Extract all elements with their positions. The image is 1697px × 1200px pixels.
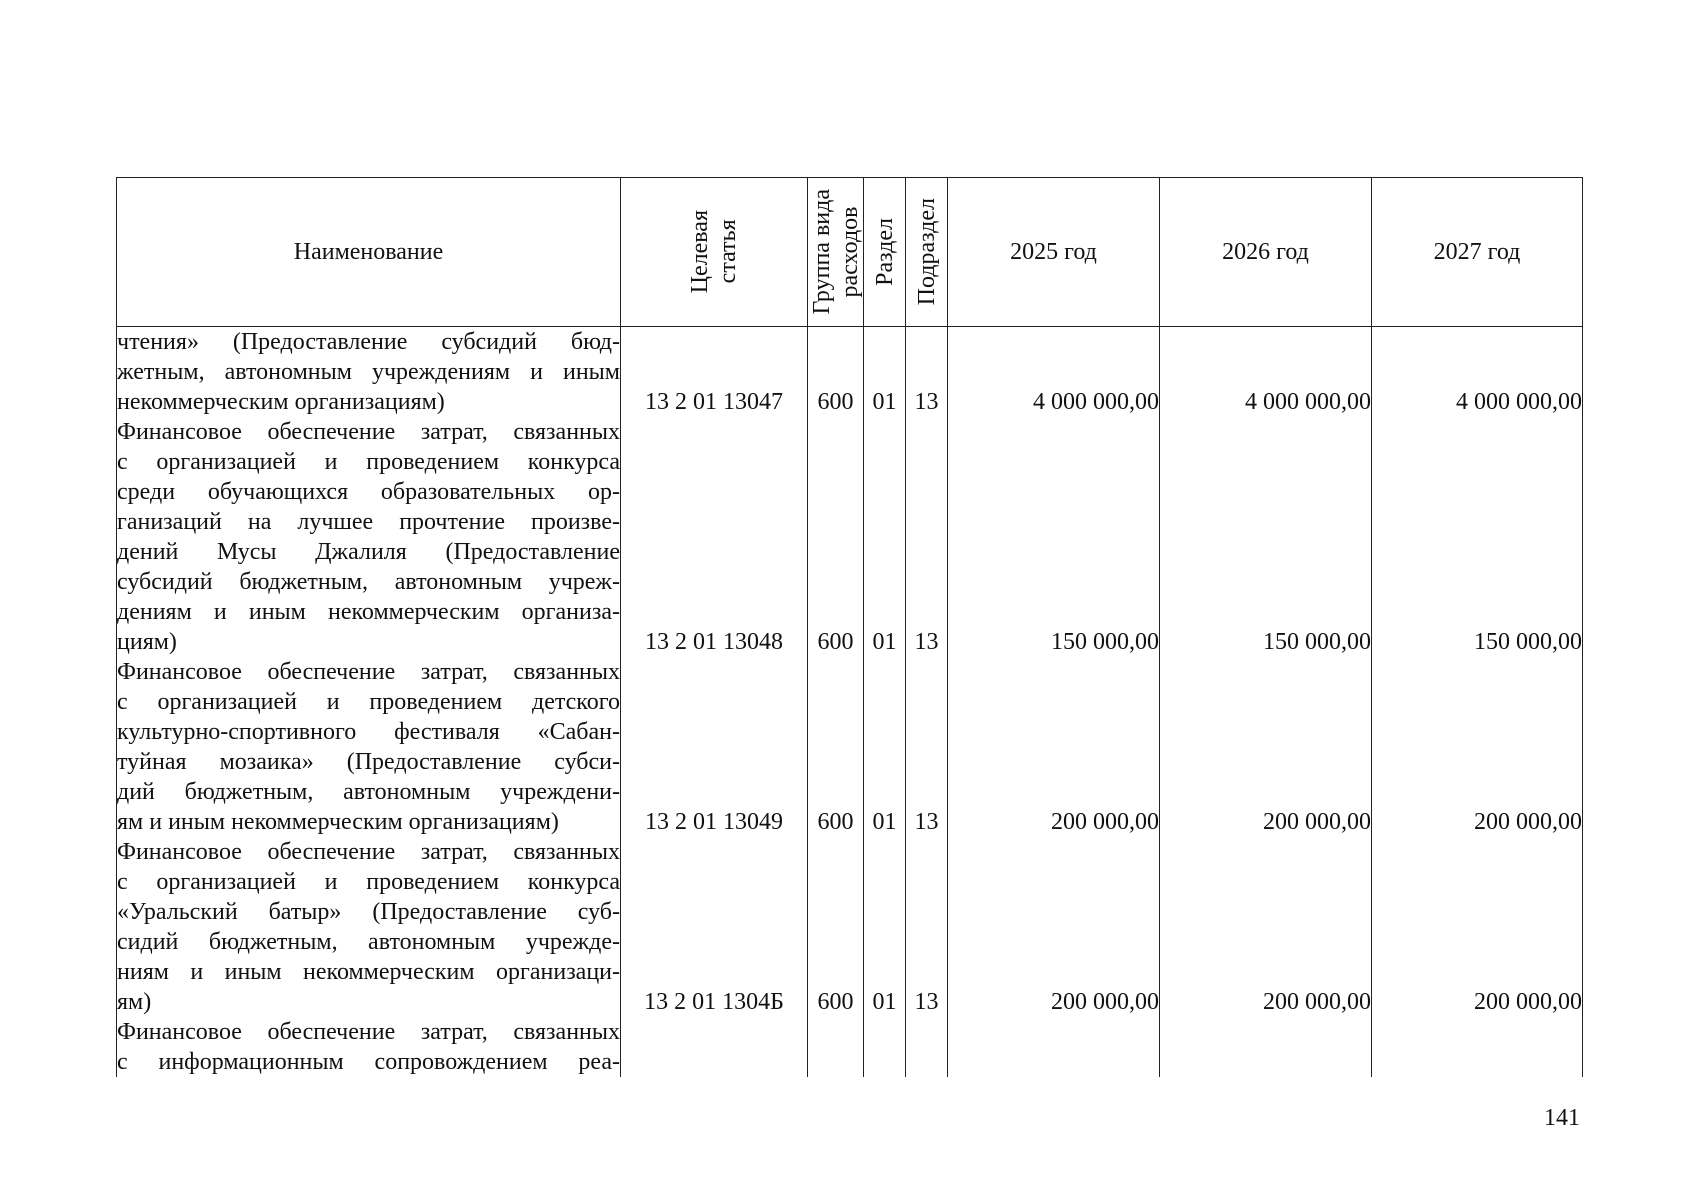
row-name-line: субсидий бюджетным, автономным учреж- [117,569,620,595]
row-name-line: дений Мусы Джалиля (Предоставление [117,539,620,565]
row-target: 13 2 01 13048 [621,417,808,657]
row-group [808,1017,864,1077]
row-name-line: жетным, автономным учреждениям и иным [117,359,620,385]
row-name-line: ганизаций на лучшее прочтение произве- [117,509,620,535]
row-name-line: Финансовое обеспечение затрат, связанных [117,1019,620,1045]
row-podrazdel [906,1017,948,1077]
row-name [117,837,621,1017]
row-razdel [864,1017,906,1077]
row-name-line: Финансовое обеспечение затрат, связанных [117,839,620,865]
row-2027 [1372,1017,1583,1077]
header-target [621,178,808,327]
row-2027: 200 000,00 [1372,837,1583,1017]
row-razdel: 01 [864,657,906,837]
row-name-line: циям) [117,629,177,655]
row-2026: 4 000 000,00 [1160,327,1372,418]
row-2026: 200 000,00 [1160,837,1372,1017]
row-2026: 150 000,00 [1160,417,1372,657]
row-name [117,657,621,837]
row-name-line: культурно-спортивного фестиваля «Сабан- [117,719,620,745]
row-name-line: дий бюджетным, автономным учреждени- [117,779,620,805]
row-target: 13 2 01 13047 [621,327,808,418]
header-podrazdel [906,178,948,327]
table-row [117,417,1583,657]
row-razdel: 01 [864,327,906,418]
header-2025: 2025 год [948,178,1160,327]
header-razdel-label: Раздел [871,218,898,286]
row-2027: 4 000 000,00 [1372,327,1583,418]
row-name-line: некоммерческим организациям) [117,389,445,415]
row-name-line: ям и иным некоммерческим организациям) [117,809,559,835]
table-row [117,657,1583,837]
row-podrazdel: 13 [906,417,948,657]
header-name: Наименование [117,178,621,327]
row-2027: 200 000,00 [1372,657,1583,837]
table-row-continued [117,1017,1583,1077]
row-name [117,1017,621,1077]
row-name-line: Финансовое обеспечение затрат, связанных [117,419,620,445]
row-2025: 4 000 000,00 [948,327,1160,418]
page-number: 141 [1544,1105,1580,1131]
row-podrazdel: 13 [906,837,948,1017]
row-name-line: «Уральский батыр» (Предоставление суб- [117,899,620,925]
row-2025: 150 000,00 [948,417,1160,657]
row-name [117,417,621,657]
row-name-line: ниям и иным некоммерческим организаци- [117,959,620,985]
header-2027: 2027 год [1372,178,1583,327]
header-group-label: Группа вида расходов [808,189,863,315]
row-name-line: с организацией и проведением конкурса [117,449,620,475]
row-target: 13 2 01 1304Б [621,837,808,1017]
row-name-line: дениям и иным некоммерческим организа- [117,599,620,625]
row-name [117,327,621,418]
row-2027: 150 000,00 [1372,417,1583,657]
row-name-line: среди обучающихся образовательных ор- [117,479,620,505]
row-name-line: с организацией и проведением детского [117,689,620,715]
row-target [621,1017,808,1077]
table-header [117,178,1583,327]
row-group: 600 [808,837,864,1017]
row-2025 [948,1017,1160,1077]
row-name-line: Финансовое обеспечение затрат, связанных [117,659,620,685]
row-name-line: сидий бюджетным, автономным учрежде- [117,929,620,955]
budget-table [116,177,1583,1077]
row-razdel: 01 [864,837,906,1017]
row-name-line: с организацией и проведением конкурса [117,869,620,895]
row-name-line: ям) [117,989,152,1015]
row-target: 13 2 01 13049 [621,657,808,837]
row-podrazdel: 13 [906,657,948,837]
header-group [808,178,864,327]
row-group: 600 [808,327,864,418]
table-body [117,327,1583,1078]
row-group: 600 [808,657,864,837]
row-name-line: с информационным сопровождением реа- [117,1049,620,1075]
header-podrazdel-label: Подраздел [913,198,940,306]
table-row [117,327,1583,418]
row-2026: 200 000,00 [1160,657,1372,837]
header-2026: 2026 год [1160,178,1372,327]
header-razdel [864,178,906,327]
row-2025: 200 000,00 [948,657,1160,837]
row-2026 [1160,1017,1372,1077]
row-group: 600 [808,417,864,657]
header-target-label: Целевая статья [687,210,741,294]
row-2025: 200 000,00 [948,837,1160,1017]
row-name-line: чтения» (Предоставление субсидий бюд- [117,329,620,355]
table-row [117,837,1583,1017]
row-name-line: туйная мозаика» (Предоставление субси- [117,749,620,775]
row-razdel: 01 [864,417,906,657]
row-podrazdel: 13 [906,327,948,418]
